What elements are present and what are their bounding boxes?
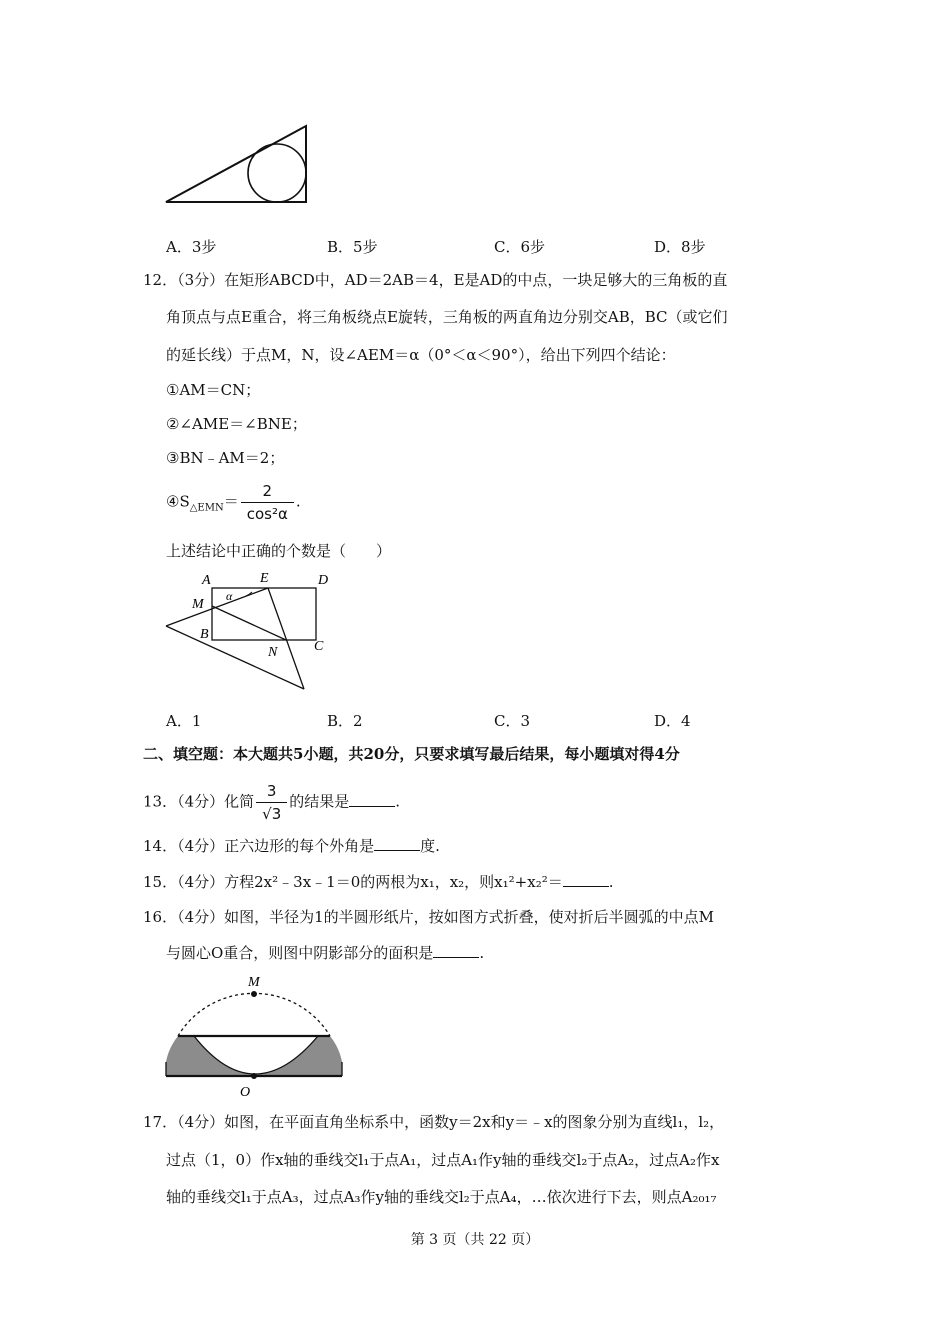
q12-c4-end: .: [295, 492, 301, 511]
q12-figure: [160, 568, 340, 694]
q15-text: 15．（4分）方程2x²﹣3x﹣1＝0的两根为x₁，x₂，则x₁²+x₂²＝: [143, 873, 563, 891]
q15-blank: [563, 872, 609, 887]
q12-label-e: E: [260, 571, 269, 586]
section-2-heading: 二、填空题：本大题共5小题，共20分，只要求填写最后结果，每小题填对得4分: [143, 745, 680, 763]
q16-label-o: O: [240, 1085, 251, 1100]
q12-label-c: C: [314, 639, 324, 654]
q12-option-c: C．3: [494, 712, 531, 730]
q13-prefix: 13．（4分）化简: [143, 792, 255, 811]
q16-label-m: M: [248, 975, 260, 990]
q16-end: .: [479, 944, 485, 962]
q11-option-b: B．5步: [327, 238, 378, 256]
q14-suffix: 度.: [420, 837, 440, 855]
q12-conclusion-1: ①AM＝CN；: [166, 381, 261, 399]
q12-label-n: N: [268, 645, 278, 660]
q13-den: √3: [262, 805, 282, 823]
q15: [143, 872, 614, 892]
q12-c4-sub: △EMN: [189, 502, 224, 514]
q12-conclusion-3: ③BN﹣AM＝2；: [166, 449, 285, 467]
q14: [143, 836, 440, 856]
q11-figure: [160, 120, 320, 210]
q12-conclusion-2: ②∠AME＝∠BNE；: [166, 415, 307, 433]
q14-prefix: 14．（4分）正六边形的每个外角是: [143, 837, 375, 855]
q16-line-2: [166, 943, 484, 963]
q12-label-alpha: α: [226, 589, 233, 603]
q12-option-d: D．4: [654, 712, 691, 730]
q12-c4-den: cos²α: [246, 505, 288, 523]
q16-figure: [160, 972, 350, 1102]
q15-end: .: [608, 873, 614, 891]
q12-c4-eq: ＝: [223, 492, 239, 511]
q12-label-d: D: [318, 573, 329, 588]
q16-blank: [433, 943, 479, 958]
q12-line-1: 12．（3分）在矩形ABCD中，AD＝2AB＝4，E是AD的中点，一块足够大的三角板的直: [143, 271, 728, 289]
q12-label-a: A: [202, 573, 211, 588]
page-footer: 第 3 页（共 22 页）: [410, 1232, 540, 1248]
q16-line-2-text: 与圆心O重合，则图中阴影部分的面积是: [166, 944, 434, 962]
q12-option-a: A．1: [166, 712, 202, 730]
q12-label-m: M: [192, 597, 204, 612]
q17-line-2: 过点（1，0）作x轴的垂线交l₁于点A₁，过点A₁作y轴的垂线交l₂于点A₂，过点A₂作x: [166, 1151, 720, 1169]
q12-option-b: B．2: [327, 712, 363, 730]
q16-line-1: 16．（4分）如图，半径为1的半圆形纸片，按如图方式折叠，使对折后半圆弧的中点M: [143, 908, 715, 926]
q11-option-c: C．6步: [494, 238, 546, 256]
q12-label-b: B: [200, 627, 209, 642]
q12-question: 上述结论中正确的个数是（ ）: [166, 542, 392, 560]
q13-end: .: [395, 792, 401, 811]
q12-line-3: 的延长线）于点M，N，设∠AEM＝α（0°＜α＜90°），给出下列四个结论：: [166, 346, 676, 364]
q12-c4-prefix: ④S: [166, 492, 190, 511]
q13-suffix: 的结果是: [289, 792, 350, 811]
q13-blank: [349, 792, 395, 807]
q17-line-3: 轴的垂线交l₁于点A₃，过点A₃作y轴的垂线交l₂于点A₄，…依次进行下去，则点A₂₀₁₇: [166, 1188, 717, 1206]
q12-conclusion-4: [166, 480, 301, 525]
q11-option-d: D．8步: [654, 238, 706, 256]
q13-num: 3: [256, 780, 287, 803]
q14-blank: [374, 836, 420, 851]
q11-option-a: A．3步: [166, 238, 217, 256]
q12-c4-num: 2: [241, 480, 294, 503]
q12-line-2: 角顶点与点E重合，将三角板绕点E旋转，三角板的两直角边分别交AB，BC（或它们: [166, 308, 728, 326]
q17-line-1: 17．（4分）如图，在平面直角坐标系中，函数y＝2x和y＝﹣x的图象分别为直线l₁，l₂，: [143, 1113, 725, 1131]
q13: [143, 780, 400, 825]
